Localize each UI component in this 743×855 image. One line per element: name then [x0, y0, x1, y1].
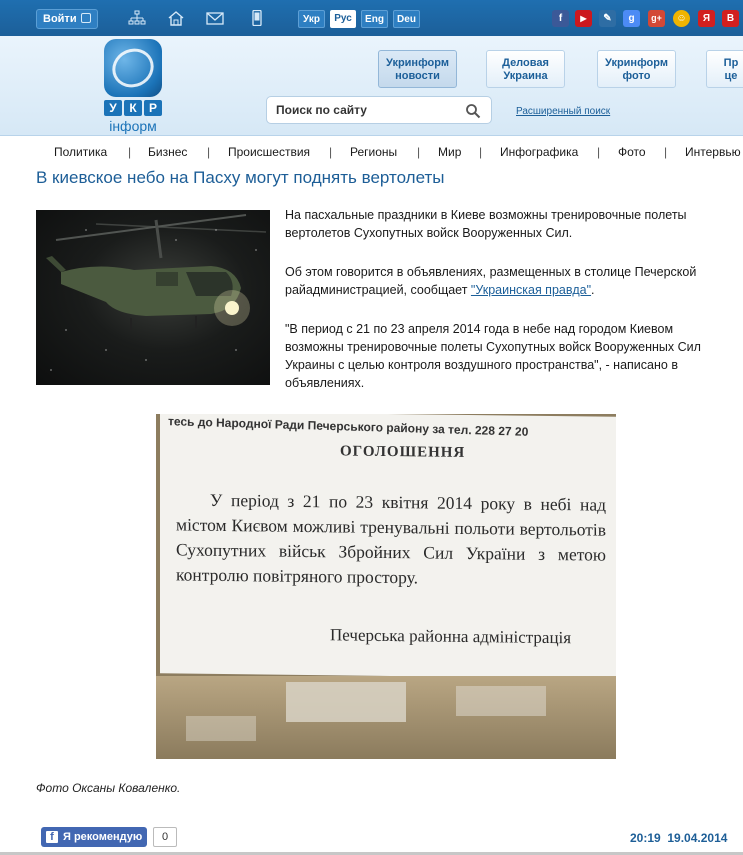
paragraph-text: Об этом говорится в объявлениях, размещенных в столице Печерской райадминистрацией, сообщает	[285, 265, 697, 297]
vk-icon[interactable]: В	[722, 10, 739, 27]
menu-separator: |	[597, 145, 601, 159]
top-bar	[0, 0, 743, 36]
article-quote: "В период с 21 по 23 апреля 2014 года в небе над городом Киевом возможны тренировочные полеты Сухопутных войск Вооруженных Сил Украины с целью контроля воздушного пространства", - написано в объявлениях.	[285, 322, 701, 390]
tab-press-center[interactable]	[706, 50, 743, 88]
section-menu	[0, 145, 743, 163]
recommend-count: 0	[153, 827, 177, 847]
logo-letter: У	[104, 100, 122, 116]
publish-time: 20:19	[630, 831, 661, 845]
paragraph-text: .	[591, 283, 595, 297]
search-icon[interactable]	[465, 103, 481, 119]
ya-icon[interactable]: Я	[698, 10, 715, 27]
article-title: В киевское небо на Пасху могут поднять вертолеты	[36, 168, 445, 187]
article-paragraph	[285, 263, 725, 299]
recommend-label: Я рекомендую	[63, 831, 143, 843]
notice-signature: Печерська районна адміністрація	[330, 625, 572, 648]
search-box	[266, 96, 492, 124]
login-label: Войти	[43, 13, 77, 25]
menu-item-photo[interactable]: Фото	[618, 145, 646, 159]
tab-label: Пр це	[723, 57, 739, 82]
helicopter-photo	[36, 210, 270, 385]
menu-item-interview[interactable]: Интервью	[685, 145, 741, 159]
logo-letter: К	[124, 100, 142, 116]
menu-separator: |	[329, 145, 333, 159]
photo-caption: Фото Оксаны Коваленко.	[36, 781, 181, 795]
livejournal-icon[interactable]: ✎	[599, 10, 616, 27]
advanced-search-link[interactable]: Расширенный поиск	[516, 106, 611, 117]
youtube-icon[interactable]: ▶	[575, 10, 592, 27]
facebook-recommend-button[interactable]	[41, 827, 147, 847]
notice-paper	[160, 414, 616, 679]
mobile-icon[interactable]	[248, 10, 266, 26]
menu-separator: |	[128, 145, 132, 159]
lang-rus[interactable]: Рус	[330, 10, 356, 28]
menu-separator: |	[479, 145, 483, 159]
notice-header: тесь до Народної Ради Печерського району за тел. 228 27 20	[167, 414, 529, 439]
sitemap-icon[interactable]	[128, 10, 146, 26]
home-icon[interactable]	[167, 10, 185, 26]
logo-letter: Р	[144, 100, 162, 116]
smile-icon[interactable]: ☺	[673, 10, 690, 27]
notice-photo	[156, 414, 616, 759]
site-header	[0, 36, 743, 136]
menu-separator: |	[664, 145, 668, 159]
facebook-icon: f	[46, 831, 58, 843]
article-paragraph: На пасхальные праздники в Киеве возможны тренировочные полеты вертолетов Сухопутных войск Вооруженных Сил.	[285, 208, 687, 240]
lang-ukr[interactable]: Укр	[298, 10, 325, 28]
facebook-icon[interactable]: f	[552, 10, 569, 27]
notice-body: У період з 21 по 23 квітня 2014 року в небі над містом Києвом можливі тренувальні польоти вертольотів Сухопутних військ Збройних Сил України з метою контролю повітряного простору.	[176, 489, 606, 588]
menu-item-regions[interactable]: Регионы	[350, 145, 398, 159]
menu-separator: |	[207, 145, 211, 159]
notice-board	[156, 676, 616, 759]
tab-label: Укринформ фото	[605, 57, 668, 82]
publish-timestamp	[630, 831, 727, 845]
tab-business-ukraine[interactable]	[486, 50, 565, 88]
menu-item-politics[interactable]: Политика	[54, 145, 108, 159]
lock-icon	[81, 13, 91, 23]
logo-subtitle: інформ	[109, 118, 157, 134]
menu-item-infographics[interactable]: Инфографика	[500, 145, 579, 159]
tab-label: Укринформ новости	[386, 57, 449, 82]
publish-date: 19.04.2014	[667, 831, 728, 845]
menu-item-business[interactable]: Бизнес	[148, 145, 188, 159]
ukrinform-logo[interactable]	[101, 39, 165, 133]
notice-heading: ОГОЛОШЕННЯ	[340, 443, 466, 461]
source-link[interactable]: "Украинская правда"	[470, 283, 592, 297]
logo-letters	[101, 100, 165, 116]
lang-deu[interactable]: Deu	[393, 10, 420, 28]
login-button[interactable]	[36, 9, 98, 29]
lang-eng[interactable]: Eng	[361, 10, 388, 28]
menu-separator: |	[417, 145, 421, 159]
google-plus-icon[interactable]: g+	[648, 10, 665, 27]
tab-ukrinform-photo[interactable]	[597, 50, 676, 88]
globe-icon	[104, 39, 162, 97]
google-icon[interactable]: g	[623, 10, 640, 27]
search-input[interactable]	[276, 103, 456, 117]
menu-item-world[interactable]: Мир	[438, 145, 462, 159]
menu-item-incidents[interactable]: Происшествия	[228, 145, 311, 159]
tab-label: Деловая Украина	[502, 57, 549, 82]
tab-ukrinform-news[interactable]	[378, 50, 457, 88]
mail-icon[interactable]	[206, 10, 224, 26]
